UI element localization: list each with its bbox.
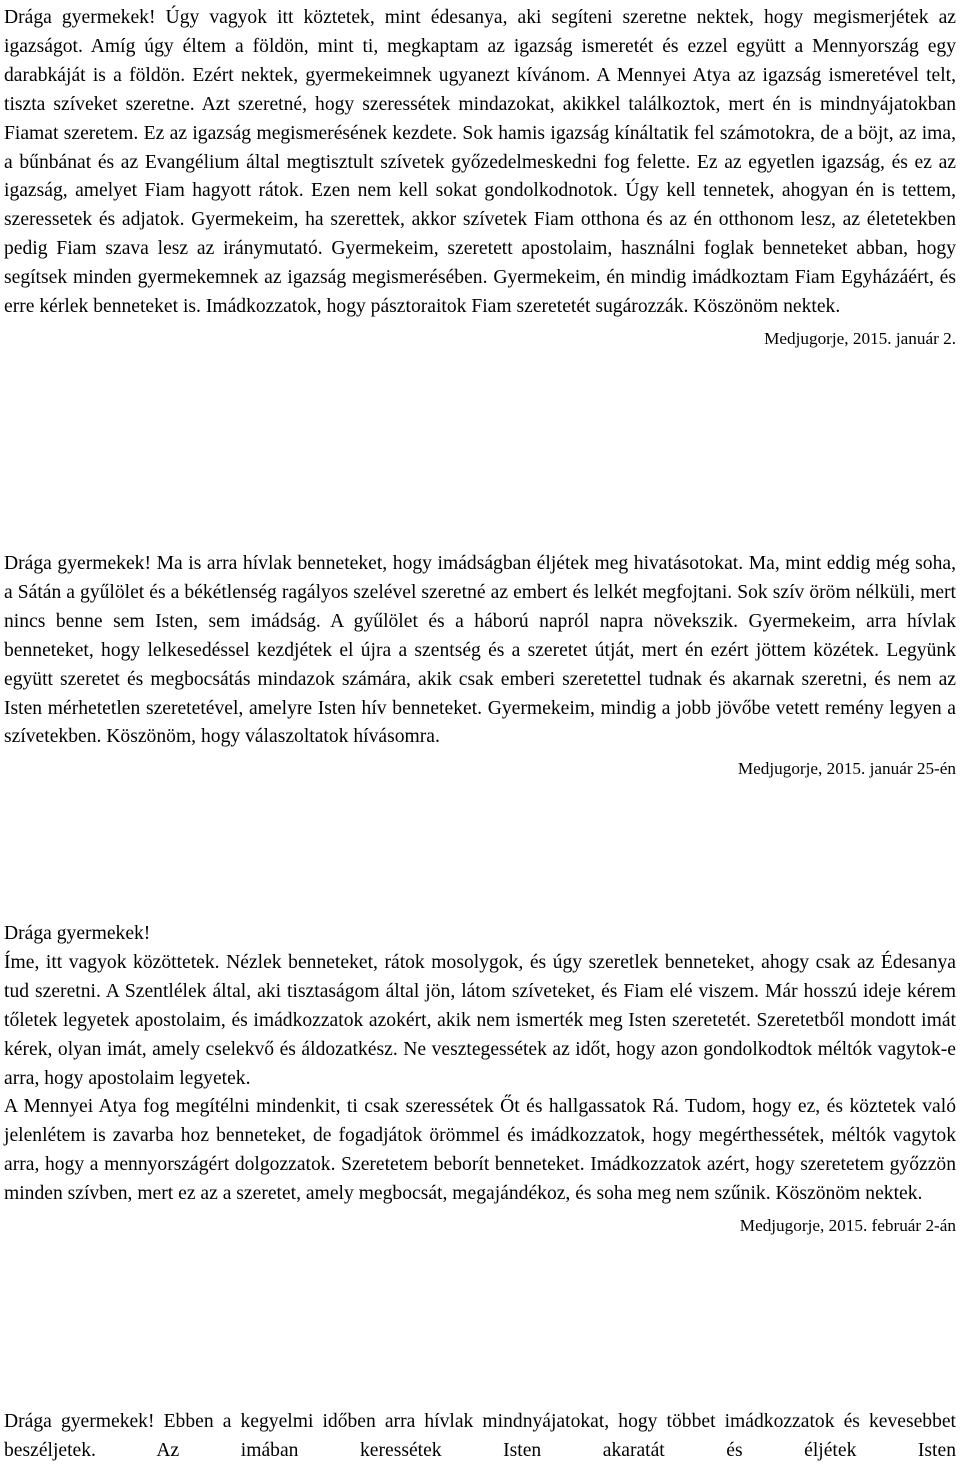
message-signature: Medjugorje, 2015. január 25-én bbox=[737, 759, 956, 779]
message-2015-02-02 bbox=[4, 920, 956, 1239]
message-signature: Medjugorje, 2015. február 2-án bbox=[739, 1216, 956, 1236]
message-paragraph: Drága gyermekek! Ma is arra hívlak benneteket, hogy imádságban éljétek meg hivatásotokat. Ma, mint eddig még soha, a Sátán a gyűlölet és a békétlenség ragályos szelével szeretné az embert és lelkét megfojtani. Sok szív öröm nélküli, mert nincs benne sem Isten, sem imádság. A gyűlölet és a háború napról napra növekszik. Gyermekeim, arra hívlak benneteket, hogy lelkesedéssel kezdjétek el újra a szentség és a szeretet útját, mert én ezért jöttem közétek. Legyünk együtt szeretet és megbocsátás mindazok számára, akik csak emberi szeretettel tudnak és akarnak szeretni, és nem az Isten mérhetetlen szeretetével, amelyre Isten hív benneteket. Gyermekeim, mindig a jobb jövőbe vetett remény legyen a szívetekben. Köszönöm, hogy válaszoltatok hívásomra. bbox=[4, 553, 956, 748]
message-paragraph: Drága gyermekek! Ebben a kegyelmi időben arra hívlak mindnyájatokat, hogy többet imádkozzatok és kevesebbet beszéljetek. Az imában keressétek Isten akaratát és éljétek Isten bbox=[4, 1411, 956, 1461]
message-2015-01-02 bbox=[4, 4, 956, 352]
message-partial bbox=[4, 1408, 956, 1466]
message-paragraph: Íme, itt vagyok közöttetek. Nézlek benneteket, rátok mosolygok, és úgy szeretlek benneteket, ahogy csak az Édesanya tud szeretni. A Szentlélek által, aki tisztaságom által jön, látom szíveteket, és Fiam elé viszem. Már hosszú ideje kérem tőletek legyetek apostolaim, és imádkozzatok azokért, akik nem ismerték meg Isten szeretetét. Szeretetből mondott imát kérek, olyan imát, amely cselekvő és áldozatkész. Ne vesztegessétek az időt, hogy azon gondolkodtok méltók vagytok-e arra, hogy apostolaim legyetek. bbox=[4, 951, 956, 1089]
message-paragraph: Drága gyermekek! Úgy vagyok itt köztetek, mint édesanya, aki segíteni szeretne nektek, hogy megismerjétek az igazságot. Amíg úgy éltem a földön, mint ti, megkaptam az igazság ismeretét és ezzel együtt a Mennyország egy darabkáját is a földön. Ezért nektek, gyermekeimnek ugyanezt kívánom. A Mennyei Atya az igazság ismeretével telt, tiszta szíveket szeretne. Azt szeretné, hogy szeressétek mindazokat, akikkel találkoztok, mert én is mindnyájatokban Fiamat szeretem. Ez az igazság megismerésének kezdete. Sok hamis igazság kínáltatik fel számotokra, de a böjt, az ima, a bűnbánat és az Evangélium által megtisztult szívetek győzedelmeskedni fog felette. Ez az egyetlen igazság, és ez az igazság, amelyet Fiam hagyott rátok. Ezen nem kell sokat gondolkodnotok. Úgy kell tennetek, ahogyan én is tettem, szeressetek és adjatok. Gyermekeim, ha szerettek, akkor szívetek Fiam otthona és az én otthonom lesz, az életetekben pedig Fiam szava lesz az iránymutató. Gyermekeim, szeretett apostolaim, használni foglak benneteket abban, hogy segítsek minden gyermekemnek az igazság megismerésében. Gyermekeim, én mindig imádkoztam Fiam Egyházáért, és erre kérlek benneteket is. Imádkozzatok, hogy pásztoraitok Fiam szeretetét sugározzák. Köszönöm nektek. bbox=[4, 7, 956, 318]
message-greeting: Drága gyermekek! bbox=[4, 923, 151, 944]
message-2015-01-25 bbox=[4, 550, 956, 782]
message-paragraph: A Mennyei Atya fog megítélni mindenkit, ti csak szeressétek Őt és hallgassatok Rá. Tudom, hogy ez, és köztetek való jelenlétem is zavarba hoz benneteket, de fogadjátok örömmel és imádkozzatok, hogy megérthessétek, méltók vagytok arra, hogy a mennyországért dolgozzatok. Szeretetem beborít benneteket. Imádkozzatok azért, hogy szeretetem győzzön minden szívben, mert ez az a szeretet, amely megbocsát, megajándékoz, és soha meg nem szűnik. Köszönöm nektek. bbox=[4, 1096, 956, 1205]
message-signature: Medjugorje, 2015. január 2. bbox=[764, 328, 956, 348]
